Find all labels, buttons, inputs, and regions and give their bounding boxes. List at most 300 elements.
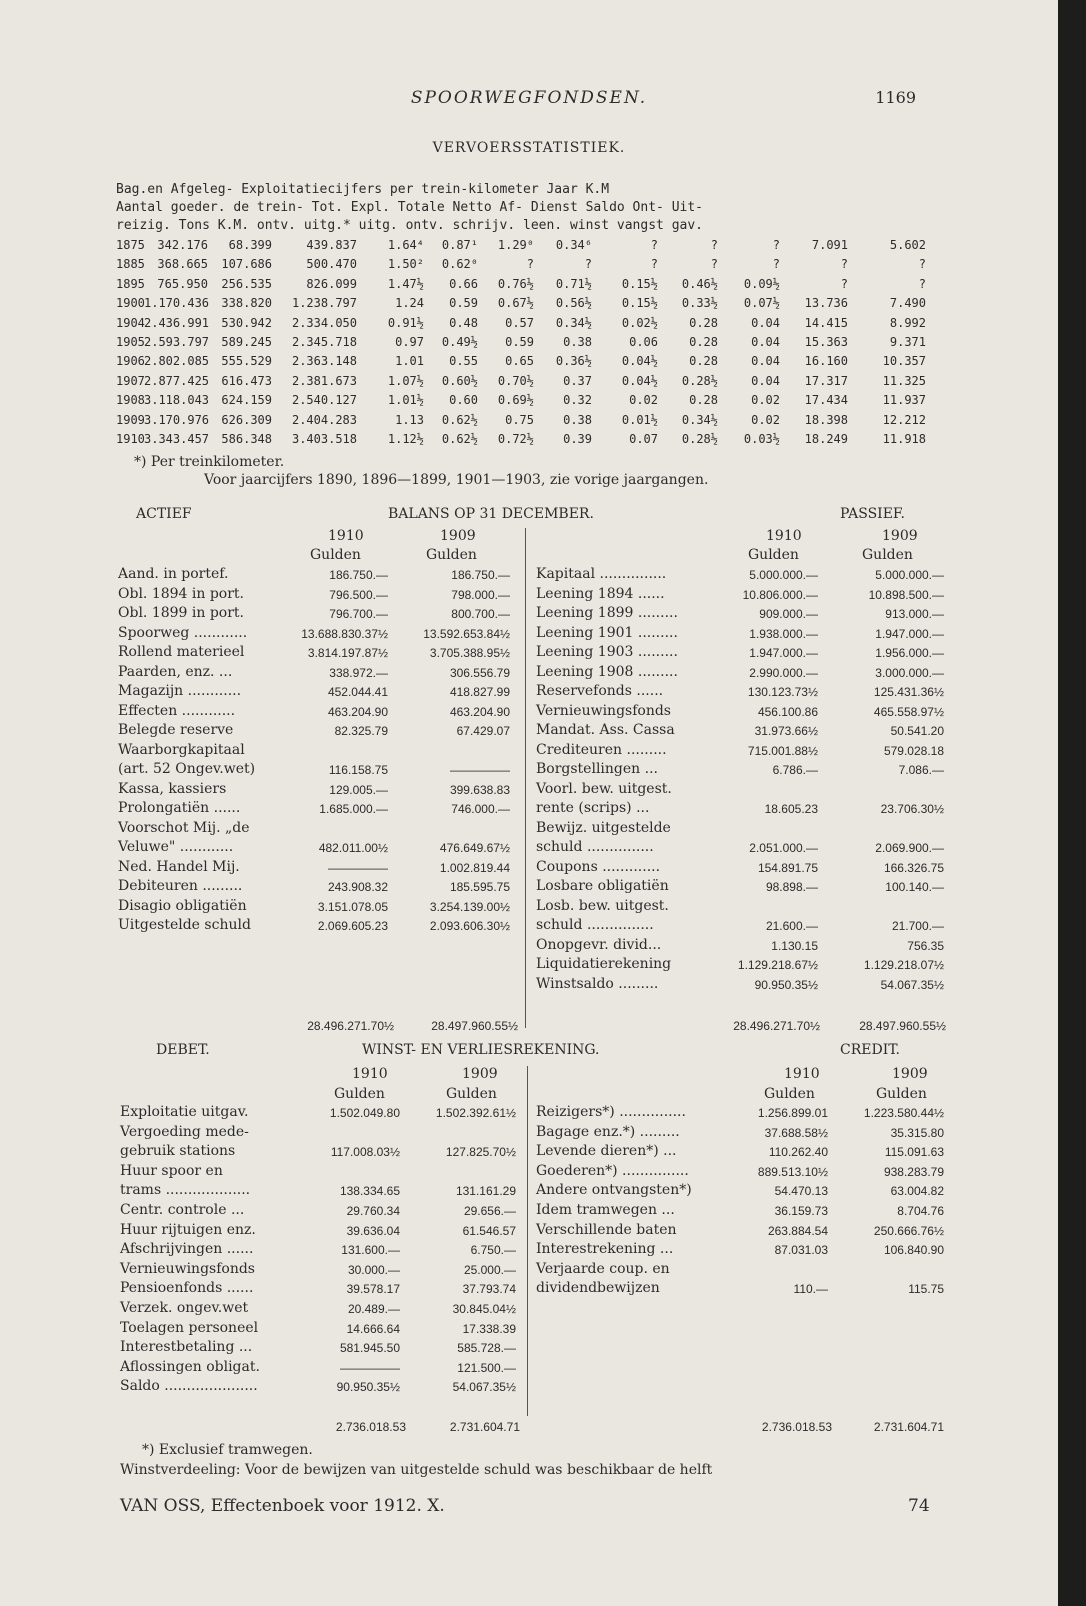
stats-value-cell: 11.325 bbox=[882, 373, 926, 388]
stats-header-line: reizig. Tons K.M. ontv. uitg.* uitg. ontv. schrijv. leen. winst vangst gav. bbox=[116, 218, 703, 233]
account-label: Vernieuwingsfonds bbox=[536, 702, 671, 719]
stats-value-cell: 2.593.797 bbox=[144, 335, 210, 349]
account-value-1909: 250.666.76½ bbox=[873, 1223, 944, 1238]
balans-total: 28.496.271.70½ bbox=[733, 1019, 820, 1033]
account-label: Winstsaldo ......... bbox=[536, 975, 659, 992]
account-label: Interestbetaling ... bbox=[120, 1339, 253, 1356]
account-label: Kapitaal ............... bbox=[536, 566, 667, 582]
account-value-1910: 338.972.— bbox=[329, 665, 388, 680]
winst-unit: Gulden bbox=[334, 1086, 385, 1102]
stats-value-cell: ? bbox=[526, 257, 534, 272]
account-value-1910: 14.666.64 bbox=[346, 1321, 400, 1336]
account-value-1909: 1.947.000.— bbox=[875, 626, 944, 641]
stats-year-cell: 1895 bbox=[116, 276, 145, 291]
account-value-1910: 1.502.049.80 bbox=[329, 1106, 400, 1120]
account-label: Debiteuren ......... bbox=[118, 878, 243, 894]
account-label: Aand. in portef. bbox=[118, 566, 229, 582]
stats-value-cell: 0.06 bbox=[629, 335, 658, 349]
account-value-1909: 185.595.75 bbox=[449, 880, 510, 894]
account-label: Voorl. bew. uitgest. bbox=[536, 780, 672, 797]
stats-year-cell: 1907 bbox=[116, 373, 145, 388]
stats-value-cell: 0.56½ bbox=[555, 296, 592, 311]
account-value-1909: 7.086.— bbox=[898, 763, 944, 777]
stats-year-cell: 1905 bbox=[116, 335, 145, 349]
stats-value-cell: 368.665 bbox=[157, 257, 208, 272]
account-label: Spoorweg ............ bbox=[118, 624, 248, 641]
stats-value-cell: 0.07 bbox=[629, 432, 658, 446]
stats-value-cell: ? bbox=[840, 257, 848, 272]
account-value-1909: 913.000.— bbox=[885, 607, 944, 621]
stats-value-cell: 0.72½ bbox=[497, 432, 534, 446]
account-value-1910: 90.950.35½ bbox=[336, 1380, 400, 1395]
account-value-1910: 909.000.— bbox=[759, 607, 818, 621]
stats-value-cell: 0.48 bbox=[449, 315, 478, 330]
stats-value-cell: 14.415 bbox=[804, 315, 848, 330]
account-label: Obl. 1899 in port. bbox=[118, 605, 244, 621]
stats-value-cell: 0.07½ bbox=[743, 296, 780, 311]
stats-value-cell: 500.470 bbox=[306, 257, 357, 272]
account-label: Verjaarde coup. en bbox=[536, 1260, 670, 1277]
stats-value-cell: 2.381.673 bbox=[291, 373, 357, 388]
stats-value-cell: ? bbox=[772, 238, 780, 252]
account-label: Prolongatiën ...... bbox=[118, 800, 241, 816]
account-value-1909: 3.254.139.00½ bbox=[429, 899, 510, 914]
account-label: Magazijn ............ bbox=[118, 683, 242, 699]
stats-value-cell: ? bbox=[650, 238, 658, 252]
stats-value-cell: 0.01½ bbox=[621, 412, 658, 427]
account-value-1910: 1.256.899.01 bbox=[757, 1106, 828, 1120]
account-value-1910: 129.005.— bbox=[329, 782, 388, 797]
account-value-1909: 35.315.80 bbox=[890, 1125, 944, 1140]
stats-value-cell: 3.118.043 bbox=[144, 393, 210, 408]
winst-year-1909: 1909 bbox=[892, 1066, 928, 1082]
account-value-1909: 1.956.000.— bbox=[875, 646, 944, 660]
account-value-1910: 1.938.000.— bbox=[749, 626, 818, 641]
stats-value-cell: 0.02½ bbox=[621, 315, 658, 330]
stats-value-cell: 8.992 bbox=[889, 315, 926, 330]
stats-value-cell: 1.24 bbox=[395, 296, 424, 311]
stats-value-cell: ? bbox=[772, 257, 780, 272]
account-value-1909: 54.067.35½ bbox=[452, 1380, 516, 1395]
stats-value-cell: 616.473 bbox=[221, 373, 272, 388]
stats-value-cell: 0.75 bbox=[505, 412, 534, 427]
stats-value-cell: 0.57 bbox=[505, 315, 534, 330]
stats-value-cell: 555.529 bbox=[221, 354, 272, 369]
account-label: Toelagen personeel bbox=[120, 1319, 259, 1336]
stats-value-cell: 16.160 bbox=[804, 354, 848, 369]
account-value-1910: 110.262.40 bbox=[768, 1145, 828, 1160]
stats-year-cell: 1909 bbox=[116, 412, 145, 427]
stats-value-cell: 2.436.991 bbox=[144, 315, 210, 330]
account-value-1910: 10.806.000.— bbox=[742, 587, 818, 602]
account-value-1909: 2.069.900.— bbox=[875, 841, 944, 855]
stats-value-cell: 0.36½ bbox=[555, 354, 592, 369]
account-value-1910: 186.750.— bbox=[329, 568, 388, 582]
account-label: Belegde reserve bbox=[118, 722, 234, 738]
account-label: Goederen*) ............... bbox=[536, 1162, 689, 1179]
account-label: Paarden, enz. ... bbox=[118, 663, 233, 680]
account-label: Reizigers*) ............... bbox=[536, 1104, 686, 1120]
stats-value-cell: 0.02 bbox=[751, 393, 780, 408]
stats-value-cell: 626.309 bbox=[221, 412, 272, 427]
account-value-1909: 306.556.79 bbox=[449, 665, 510, 680]
stats-value-cell: 0.65 bbox=[505, 354, 534, 369]
stats-value-cell: 0.46½ bbox=[681, 276, 718, 291]
account-label: Kassa, kassiers bbox=[118, 780, 227, 797]
account-label: (art. 52 Ongev.wet) bbox=[118, 761, 256, 777]
stats-value-cell: 2.345.718 bbox=[291, 335, 357, 349]
account-value-1909: 6.750.— bbox=[470, 1243, 516, 1258]
account-value-1909: 3.000.000.— bbox=[875, 665, 944, 680]
balans-left-head: ACTIEF bbox=[136, 506, 192, 522]
account-label: Andere ontvangsten*) bbox=[536, 1182, 692, 1199]
stats-value-cell: 826.099 bbox=[306, 276, 357, 291]
stats-value-cell: 1.50² bbox=[387, 257, 424, 272]
account-label: schuld ............... bbox=[536, 839, 654, 855]
account-label: Interestrekening ... bbox=[536, 1241, 674, 1258]
stats-value-cell: 0.04 bbox=[751, 315, 780, 330]
account-value-1909: 579.028.18 bbox=[883, 743, 944, 758]
winst-unit: Gulden bbox=[764, 1086, 815, 1102]
stats-value-cell: 107.686 bbox=[221, 257, 272, 272]
stats-value-cell: 5.602 bbox=[889, 238, 926, 252]
account-value-1910: 18.605.23 bbox=[764, 802, 818, 816]
account-value-1910: 39.636.04 bbox=[346, 1223, 400, 1238]
winst-year-1909: 1909 bbox=[462, 1066, 498, 1082]
account-value-1909: 798.000.— bbox=[451, 587, 510, 602]
stats-value-cell: 0.33½ bbox=[681, 296, 718, 311]
account-value-1909: 756.35 bbox=[907, 938, 944, 953]
account-value-1910: ————— bbox=[340, 1360, 400, 1375]
account-value-1910: 130.123.73½ bbox=[747, 685, 818, 699]
stats-value-cell: 0.15½ bbox=[621, 276, 658, 291]
stats-year-cell: 1904 bbox=[116, 315, 145, 330]
account-value-1910: 54.470.13 bbox=[774, 1184, 828, 1199]
stats-value-cell: 1.238.797 bbox=[291, 296, 357, 311]
stats-value-cell: 0.28 bbox=[689, 354, 718, 369]
account-value-1909: 127.825.70½ bbox=[445, 1145, 516, 1160]
account-value-1909: 463.204.90 bbox=[449, 704, 510, 719]
stats-footnote: *) Per treinkilometer. bbox=[134, 454, 285, 470]
balans-year-1910: 1910 bbox=[328, 528, 364, 544]
account-value-1910: 463.204.90 bbox=[327, 704, 388, 719]
stats-value-cell: 530.942 bbox=[221, 315, 272, 330]
account-value-1909: 2.093.606.30½ bbox=[429, 919, 510, 933]
account-value-1909: 1.129.218.07½ bbox=[863, 958, 944, 972]
account-value-1909: ————— bbox=[450, 763, 510, 777]
account-value-1910: 20.489.— bbox=[347, 1302, 400, 1316]
account-value-1910: 889.513.10½ bbox=[757, 1164, 828, 1179]
account-value-1909: 106.840.90 bbox=[883, 1243, 944, 1258]
page-number: 1169 bbox=[875, 88, 916, 107]
account-label: Leening 1903 ......... bbox=[536, 644, 678, 660]
balans-total: 28.497.960.55½ bbox=[859, 1019, 946, 1033]
account-label: gebruik stations bbox=[120, 1143, 236, 1160]
stats-value-cell: 0.66 bbox=[449, 276, 478, 291]
account-label: Liquidatierekening bbox=[536, 956, 672, 972]
account-value-1910: 131.600.— bbox=[341, 1243, 400, 1258]
winst-unit: Gulden bbox=[876, 1086, 927, 1102]
account-label: Effecten ............ bbox=[118, 702, 236, 719]
account-value-1909: 746.000.— bbox=[451, 802, 510, 816]
account-value-1910: 138.334.65 bbox=[339, 1184, 400, 1199]
stats-year-cell: 1875 bbox=[116, 238, 145, 252]
account-value-1909: 50.541.20 bbox=[890, 724, 944, 738]
stats-value-cell: 1.170.436 bbox=[144, 296, 210, 311]
account-value-1910: 110.— bbox=[793, 1282, 828, 1297]
account-label: Losb. bew. uitgest. bbox=[536, 897, 669, 914]
account-value-1910: 116.158.75 bbox=[328, 763, 388, 777]
stats-value-cell: 3.403.518 bbox=[291, 432, 357, 446]
account-label: Levende dieren*) ... bbox=[536, 1143, 677, 1160]
stats-value-cell: 0.71½ bbox=[555, 276, 592, 291]
winst-total: 2.736.018.53 bbox=[335, 1420, 406, 1434]
stats-year-cell: 1900 bbox=[116, 296, 145, 311]
account-value-1910: 796.700.— bbox=[329, 607, 388, 621]
account-value-1909: 800.700.— bbox=[451, 607, 510, 621]
account-value-1910: 5.000.000.— bbox=[749, 568, 818, 582]
stats-value-cell: 17.317 bbox=[804, 373, 848, 388]
stats-value-cell: 342.176 bbox=[157, 238, 208, 252]
account-value-1910: 82.325.79 bbox=[334, 724, 388, 738]
account-value-1909: 13.592.653.84½ bbox=[423, 626, 510, 641]
account-value-1910: 1.129.218.67½ bbox=[737, 958, 818, 972]
account-label: Onopgevr. divid... bbox=[536, 936, 662, 953]
winst-right-head: CREDIT. bbox=[840, 1042, 900, 1058]
stats-value-cell: 2.802.085 bbox=[144, 354, 210, 369]
account-value-1909: 21.700.— bbox=[891, 919, 944, 933]
account-value-1909: 54.067.35½ bbox=[880, 977, 944, 992]
stats-value-cell: 0.34½ bbox=[681, 412, 718, 427]
stats-value-cell: 0.67½ bbox=[497, 296, 534, 311]
stats-value-cell: 338.820 bbox=[221, 296, 272, 311]
stats-value-cell: 17.434 bbox=[804, 393, 848, 408]
account-label: Reservefonds ...... bbox=[536, 683, 664, 699]
account-value-1909: 10.898.500.— bbox=[868, 587, 944, 602]
account-label: Veluwe" ............ bbox=[118, 839, 234, 855]
account-value-1910: 456.100.86 bbox=[757, 704, 818, 719]
account-value-1909: 5.000.000.— bbox=[875, 568, 944, 582]
stats-value-cell: 0.32 bbox=[563, 393, 592, 408]
account-value-1910: 3.151.078.05 bbox=[317, 899, 388, 914]
account-value-1910: 796.500.— bbox=[329, 587, 388, 602]
account-value-1910: 31.973.66½ bbox=[754, 724, 818, 738]
account-label: Centr. controle ... bbox=[120, 1202, 245, 1218]
stats-value-cell: 0.38 bbox=[563, 335, 592, 349]
account-value-1909: 166.326.75 bbox=[883, 860, 944, 875]
stats-value-cell: 0.34½ bbox=[555, 315, 592, 330]
account-value-1909: 465.558.97½ bbox=[873, 704, 944, 719]
stats-value-cell: 1.12½ bbox=[387, 432, 424, 446]
stats-value-cell: 1.07½ bbox=[387, 373, 424, 388]
column-divider bbox=[527, 1066, 528, 1416]
stats-value-cell: 0.28½ bbox=[681, 373, 718, 388]
account-value-1909: 186.750.— bbox=[451, 568, 510, 582]
stats-value-cell: 0.04 bbox=[751, 335, 780, 349]
account-value-1909: 61.546.57 bbox=[462, 1223, 516, 1238]
account-label: Huur rijtuigen enz. bbox=[120, 1221, 256, 1238]
balans-unit: Gulden bbox=[862, 547, 913, 563]
account-value-1909: 1.502.392.61½ bbox=[435, 1106, 516, 1120]
account-label: Borgstellingen ... bbox=[536, 761, 658, 777]
stats-value-cell: 1.13 bbox=[395, 412, 424, 427]
account-value-1909: 115.75 bbox=[908, 1282, 944, 1297]
stats-value-cell: 2.334.050 bbox=[291, 315, 357, 330]
winst-distribution-note: Winstverdeeling: Voor de bewijzen van uitgestelde schuld was beschikbaar de helft bbox=[120, 1462, 713, 1478]
stats-value-cell: 0.28 bbox=[689, 335, 718, 349]
source-line: VAN OSS, Effectenboek voor 1912. X. bbox=[120, 1496, 445, 1516]
stats-value-cell: 0.55 bbox=[449, 354, 478, 369]
account-label: Saldo ..................... bbox=[120, 1378, 258, 1395]
account-value-1909: 125.431.36½ bbox=[873, 685, 944, 699]
stats-value-cell: 439.837 bbox=[306, 238, 357, 252]
account-label: Afschrijvingen ...... bbox=[120, 1241, 254, 1258]
stats-year-cell: 1910 bbox=[116, 432, 145, 446]
account-label: Vernieuwingsfonds bbox=[120, 1260, 255, 1277]
account-label: Obl. 1894 in port. bbox=[118, 585, 244, 602]
footer-page-number: 74 bbox=[908, 1496, 930, 1516]
winst-total: 2.731.604.71 bbox=[449, 1420, 520, 1434]
account-label: Leening 1908 ......... bbox=[536, 663, 678, 680]
stats-value-cell: 0.59 bbox=[505, 335, 534, 349]
account-value-1910: 39.578.17 bbox=[346, 1282, 400, 1297]
stats-value-cell: 0.04½ bbox=[621, 373, 658, 388]
account-label: Uitgestelde schuld bbox=[118, 917, 251, 933]
stats-value-cell: 0.02 bbox=[629, 393, 658, 408]
stats-year-cell: 1908 bbox=[116, 393, 145, 408]
stats-year-cell: 1885 bbox=[116, 257, 145, 272]
stats-value-cell: 2.363.148 bbox=[291, 354, 357, 369]
account-value-1909: 585.728.— bbox=[457, 1341, 516, 1356]
account-value-1910: 29.760.34 bbox=[346, 1204, 400, 1218]
stats-value-cell: 0.69½ bbox=[497, 393, 534, 408]
stats-value-cell: 0.28½ bbox=[681, 432, 718, 446]
column-divider bbox=[525, 528, 526, 1028]
account-label: rente (scrips) ... bbox=[536, 800, 650, 816]
winst-year-1910: 1910 bbox=[352, 1066, 388, 1082]
stats-header-line: Bag.en Afgeleg- Exploitatiecijfers per trein-kilometer Jaar K.M bbox=[116, 182, 610, 197]
account-label: Disagio obligatiën bbox=[118, 897, 247, 914]
stats-value-cell: ? bbox=[650, 257, 658, 272]
account-value-1910: ————— bbox=[328, 860, 388, 875]
account-value-1910: 581.945.50 bbox=[339, 1341, 400, 1356]
account-label: Waarborgkapitaal bbox=[118, 741, 245, 758]
stats-value-cell: 1.01 bbox=[395, 354, 424, 369]
account-label: Rollend materieel bbox=[118, 644, 245, 660]
winst-total: 2.736.018.53 bbox=[761, 1420, 832, 1434]
stats-value-cell: 7.490 bbox=[889, 296, 926, 311]
account-value-1909: 476.649.67½ bbox=[439, 841, 510, 855]
balans-total: 28.497.960.55½ bbox=[431, 1019, 518, 1033]
stats-value-cell: 0.62½ bbox=[441, 432, 478, 446]
account-value-1910: 482.011.00½ bbox=[318, 841, 388, 855]
account-value-1910: 452.044.41 bbox=[327, 685, 388, 699]
stats-value-cell: 624.159 bbox=[221, 393, 272, 408]
account-value-1909: 8.704.76 bbox=[897, 1204, 944, 1218]
account-value-1910: 36.159.73 bbox=[774, 1204, 828, 1218]
stats-value-cell: 0.09½ bbox=[743, 276, 780, 291]
balans-unit: Gulden bbox=[310, 547, 361, 563]
stats-value-cell: 0.70½ bbox=[497, 373, 534, 388]
stats-value-cell: 0.62⁰ bbox=[441, 257, 478, 272]
stats-value-cell: ? bbox=[918, 257, 926, 272]
account-value-1909: 1.002.819.44 bbox=[439, 860, 510, 875]
account-value-1910: 243.908.32 bbox=[327, 880, 388, 894]
account-label: schuld ............... bbox=[536, 917, 654, 933]
stats-value-cell: 0.97 bbox=[395, 335, 424, 349]
balans-year-1909: 1909 bbox=[440, 528, 476, 544]
stats-note: Voor jaarcijfers 1890, 1896—1899, 1901—1903, zie vorige jaargangen. bbox=[204, 472, 709, 488]
winst-unit: Gulden bbox=[446, 1086, 497, 1102]
stats-value-cell: 589.245 bbox=[221, 335, 272, 349]
account-value-1910: 154.891.75 bbox=[757, 860, 818, 875]
balans-unit: Gulden bbox=[748, 547, 799, 563]
stats-value-cell: 10.357 bbox=[882, 354, 926, 369]
stats-value-cell: ? bbox=[584, 257, 592, 272]
stats-value-cell: 0.37 bbox=[563, 373, 592, 388]
stats-value-cell: 0.34⁶ bbox=[555, 238, 592, 252]
stats-value-cell: 0.49½ bbox=[441, 335, 478, 349]
account-label: Mandat. Ass. Cassa bbox=[536, 722, 675, 738]
stats-value-cell: 256.535 bbox=[221, 276, 272, 291]
account-label: Coupons ............. bbox=[536, 858, 661, 875]
account-label: Verschillende baten bbox=[536, 1221, 677, 1238]
stats-value-cell: 0.59 bbox=[449, 296, 478, 311]
account-value-1909: 17.338.39 bbox=[462, 1321, 516, 1336]
account-value-1910: 263.884.54 bbox=[767, 1223, 828, 1238]
stats-value-cell: 0.04½ bbox=[621, 354, 658, 369]
stats-value-cell: 1.01½ bbox=[387, 393, 424, 408]
stats-value-cell: 0.04 bbox=[751, 354, 780, 369]
stats-value-cell: 13.736 bbox=[804, 296, 848, 311]
account-value-1909: 3.705.388.95½ bbox=[429, 646, 510, 660]
stats-value-cell: 0.15½ bbox=[621, 296, 658, 311]
account-value-1910: 2.990.000.— bbox=[749, 665, 818, 680]
account-value-1910: 37.688.58½ bbox=[764, 1125, 828, 1140]
account-label: Ned. Handel Mij. bbox=[118, 858, 240, 875]
stats-value-cell: 0.28 bbox=[689, 315, 718, 330]
account-value-1910: 13.688.830.37½ bbox=[301, 626, 388, 641]
stats-value-cell: 2.540.127 bbox=[291, 393, 357, 408]
account-label: Crediteuren ......... bbox=[536, 741, 667, 758]
account-value-1910: 1.130.15 bbox=[771, 938, 818, 953]
stats-value-cell: 7.091 bbox=[811, 238, 848, 252]
account-label: Idem tramwegen ... bbox=[536, 1202, 675, 1218]
stats-value-cell: 2.877.425 bbox=[144, 373, 210, 388]
account-value-1909: 115.091.63 bbox=[884, 1145, 944, 1160]
stats-value-cell: 765.950 bbox=[157, 276, 208, 291]
stats-value-cell: 0.62½ bbox=[441, 412, 478, 427]
stats-value-cell: 0.60 bbox=[449, 393, 478, 408]
stats-value-cell: 3.343.457 bbox=[144, 432, 210, 446]
account-value-1910: 2.069.605.23 bbox=[317, 919, 388, 933]
stats-value-cell: 1.47½ bbox=[387, 276, 424, 291]
balans-total: 28.496.271.70½ bbox=[307, 1019, 394, 1033]
balans-year-1910: 1910 bbox=[766, 528, 802, 544]
account-label: Huur spoor en bbox=[120, 1162, 223, 1179]
stats-value-cell: 1.64⁴ bbox=[387, 238, 424, 252]
account-value-1909: 131.161.29 bbox=[455, 1184, 516, 1199]
account-value-1909: 418.827.99 bbox=[449, 685, 510, 699]
stats-header-line: Aantal goeder. de trein- Tot. Expl. Totale Netto Af- Dienst Saldo Ont- Uit- bbox=[116, 200, 703, 215]
account-value-1910: 90.950.35½ bbox=[754, 977, 818, 992]
stats-value-cell: 68.399 bbox=[228, 238, 272, 252]
page-header-title: SPOORWEGFONDSEN. bbox=[410, 88, 648, 108]
account-value-1910: 98.898.— bbox=[765, 880, 818, 894]
account-value-1910: 2.051.000.— bbox=[749, 841, 818, 855]
stats-value-cell: 0.39 bbox=[563, 432, 592, 446]
account-value-1910: 3.814.197.87½ bbox=[307, 646, 388, 660]
